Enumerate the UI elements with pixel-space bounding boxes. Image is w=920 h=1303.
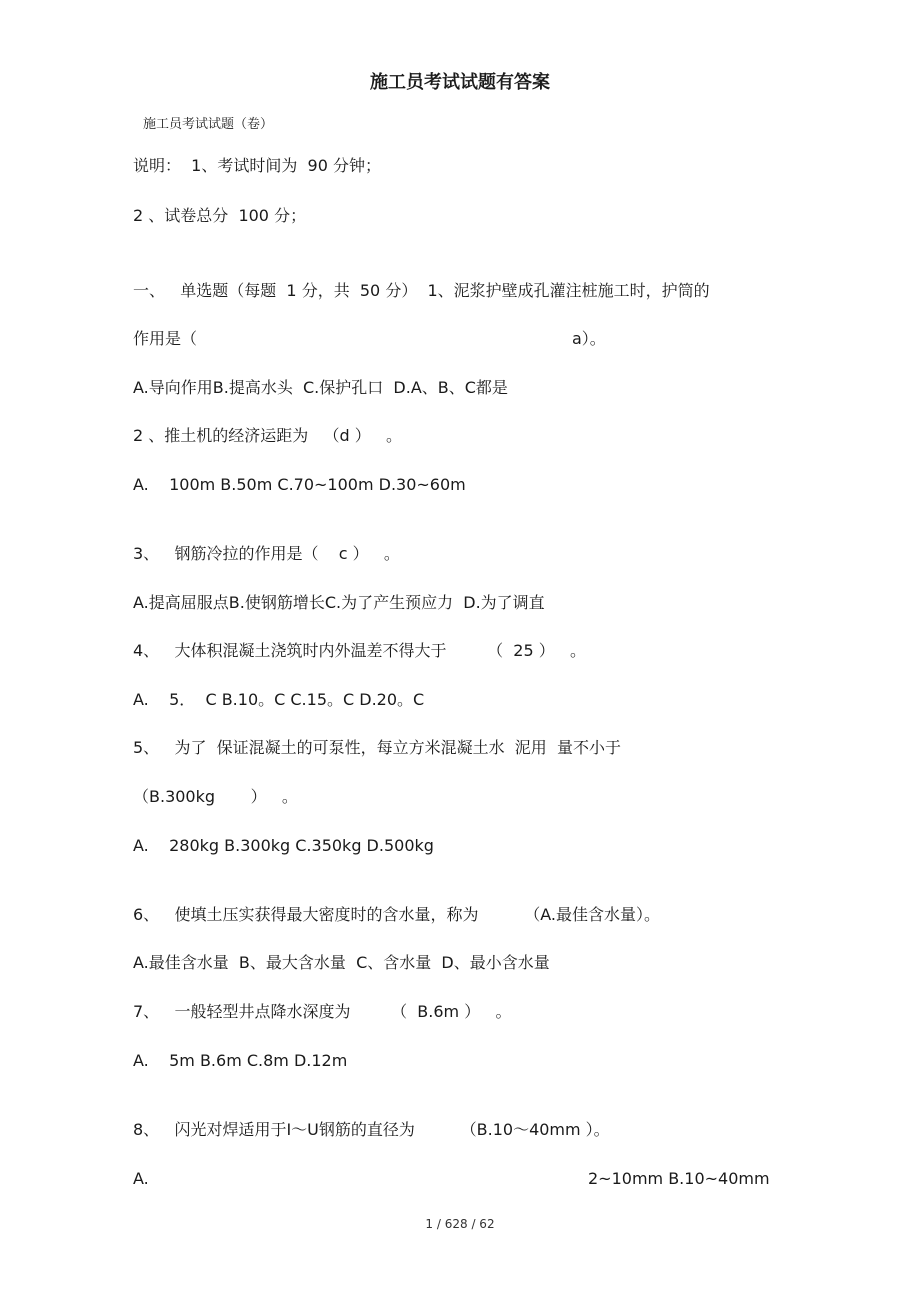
q6-options: A.最佳含水量 B、最大含水量 C、含水量 D、最小含水量 xyxy=(133,953,550,972)
q8-options: 2~10mm B.10~40mm xyxy=(588,1169,770,1188)
q8-options-prefix: A. xyxy=(133,1169,149,1188)
q4-stem: 4、 大体积混凝土浇筑时内外温差不得大于 （ 25 ） 。 xyxy=(133,641,587,660)
q1-answer: a）。 xyxy=(572,329,606,348)
q1-options: A.导向作用B.提高水头 C.保护孔口 D.A、B、C都是 xyxy=(133,378,508,397)
q5-stem: 5、 为了 保证混凝土的可泵性，每立方米混凝土水 泥用 量不小于 xyxy=(133,738,621,757)
q1-stem-continued: 作用是（ xyxy=(133,329,198,348)
q5-options: A. 280kg B.300kg C.350kg D.500kg xyxy=(133,836,434,855)
q6-stem: 6、 使填土压实获得最大密度时的含水量，称为 （A.最佳含水量）。 xyxy=(133,905,660,924)
instruction-line-2: 2 、试卷总分 100 分； xyxy=(133,206,307,225)
q8-stem: 8、 闪光对焊适用于I〜U钢筋的直径为 （B.10〜40mm ）。 xyxy=(133,1120,610,1139)
q5-answer: （B.300kg ） 。 xyxy=(133,787,298,806)
q2-stem: 2 、推土机的经济运距为 （d ） 。 xyxy=(133,426,403,445)
q7-options: A. 5m B.6m C.8m D.12m xyxy=(133,1051,348,1070)
page-number: 1 / 628 / 62 xyxy=(425,1217,495,1231)
section-heading-q1: 一、 单选题（每题 1 分，共 50 分） 1、泥浆护壁成孔灌注桩施工时，护筒的 xyxy=(133,281,710,300)
document-title: 施工员考试试题有答案 xyxy=(370,72,550,93)
q2-options: A. 100m B.50m C.70~100m D.30~60m xyxy=(133,475,466,494)
document-subtitle: 施工员考试试题（卷） xyxy=(143,117,274,132)
instruction-line-1: 说明： 1、考试时间为 90 分钟； xyxy=(133,156,381,175)
q3-options: A.提高屈服点B.使钢筋增长C.为了产生预应力 D.为了调直 xyxy=(133,593,545,612)
q3-stem: 3、 钢筋冷拉的作用是（ c ） 。 xyxy=(133,544,400,563)
q7-stem: 7、 一般轻型井点降水深度为 （ B.6m ） 。 xyxy=(133,1002,512,1021)
q4-options: A. 5． C B.10。C C.15。C D.20。C xyxy=(133,690,425,709)
